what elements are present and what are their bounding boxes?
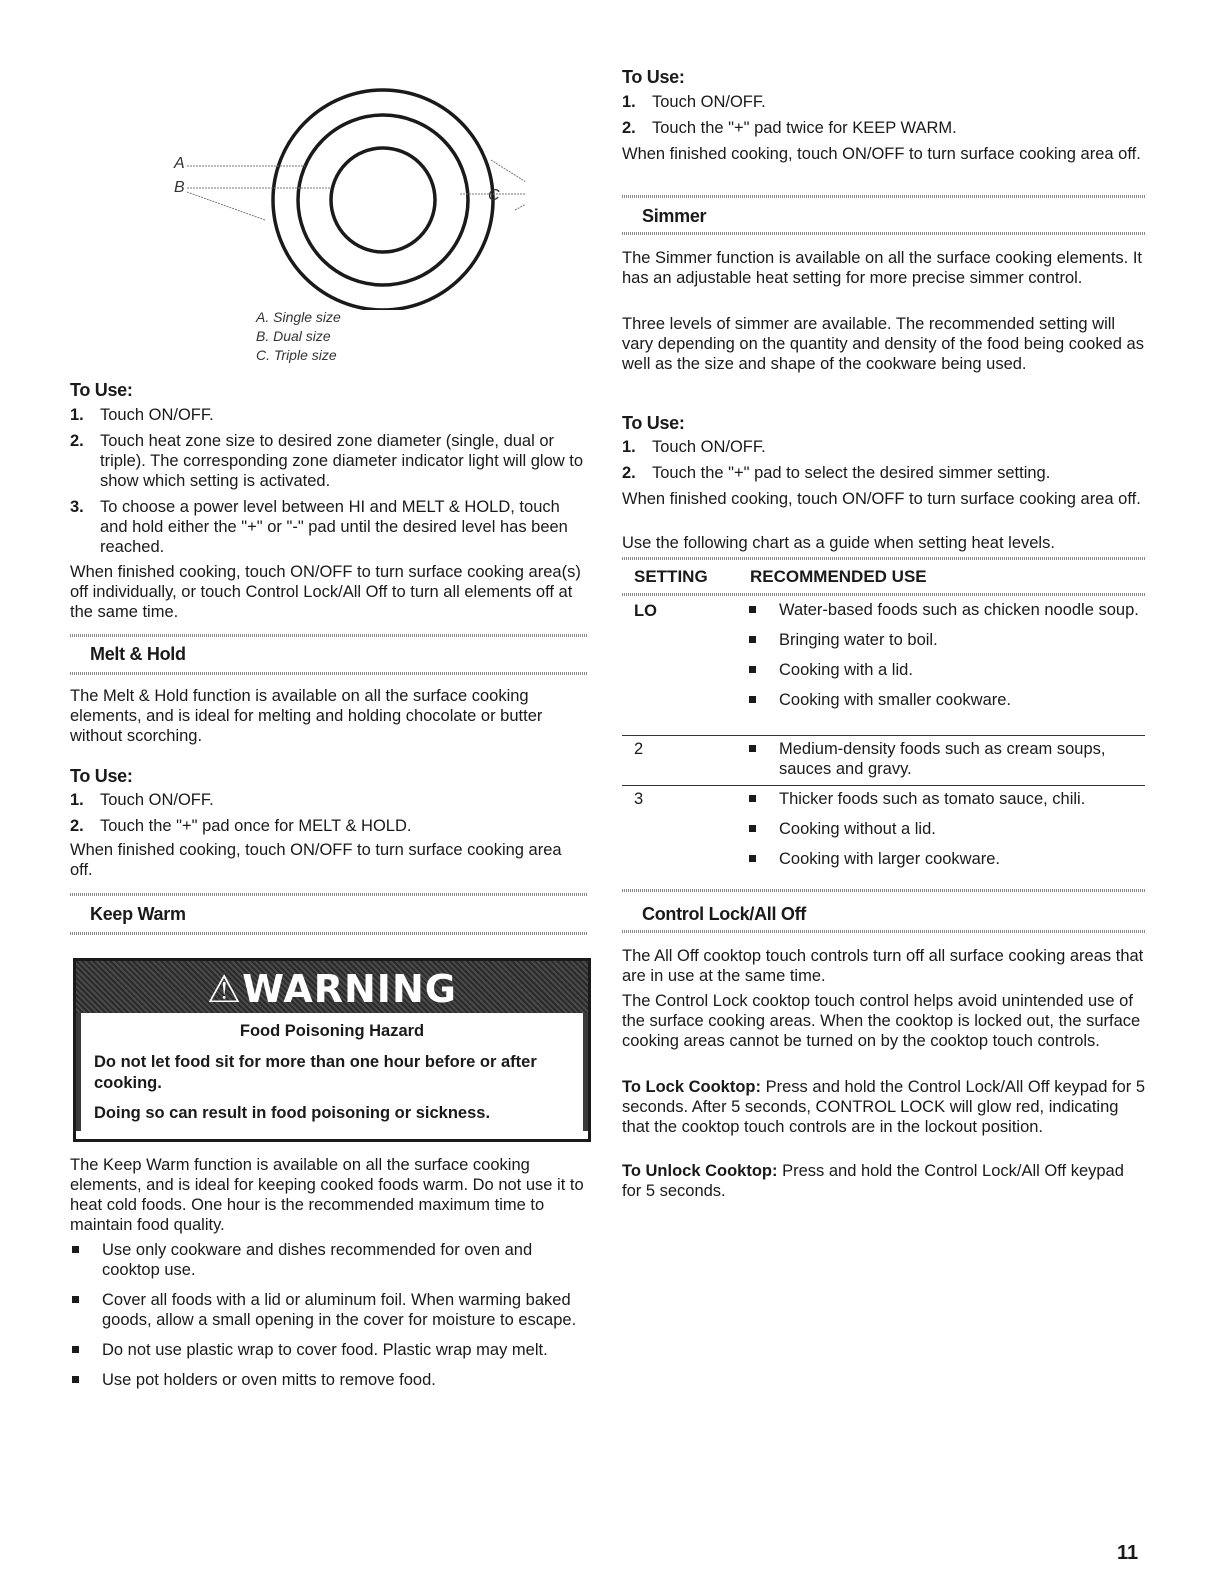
list-item: Medium-density foods such as cream soups, sauces and gravy. — [747, 739, 1145, 779]
caption-triple: C. Triple size — [256, 347, 337, 363]
unlock-cooktop-text: Press and hold the Control Lock/All Off keypad for 5 seconds. — [622, 1162, 1124, 1200]
bullet-icon — [749, 696, 756, 703]
list-item: Cooking without a lid. — [747, 819, 1145, 839]
list-item: Bringing water to boil. — [747, 630, 1145, 650]
keep-warm-body: The Keep Warm function is available on all the surface cooking elements, and is ideal for keeping cooked foods warm. Do not use it to heat cold foods. One hour is the recommended maximum time to maintain food quality. — [70, 1156, 584, 1234]
bullet-icon — [72, 1296, 79, 1303]
diagram-label-c: C — [488, 187, 500, 204]
simmer-steps — [622, 437, 1145, 483]
bullet-icon — [749, 825, 756, 832]
step-item: 2. Touch heat zone size to desired zone diameter (single, dual or triple). The corresponding zone diameter indicator light will glow to show which setting is activated. — [70, 432, 584, 490]
warning-header — [76, 961, 588, 1013]
list-item: Thicker foods such as tomato sauce, chili. — [747, 789, 1145, 809]
bullet-icon — [749, 606, 756, 613]
bullet-icon — [72, 1346, 79, 1353]
setting-2-uses — [747, 739, 1145, 779]
section-divider — [622, 889, 1145, 892]
to-use-steps — [70, 405, 588, 557]
setting-3: 3 — [634, 790, 644, 808]
bullet-icon — [749, 745, 756, 752]
bullet-icon — [72, 1376, 79, 1383]
melt-hold-to-use-heading: To Use: — [70, 766, 133, 786]
simmer-body-1: The Simmer function is available on all the surface cooking elements. It has an adjustable heat setting for more precise simmer control. — [622, 249, 1143, 287]
step-item: 1. Touch ON/OFF. — [70, 791, 214, 809]
keep-warm-to-use-heading: To Use: — [622, 67, 685, 87]
diagram-label-b: B — [174, 179, 185, 196]
section-divider — [622, 557, 1145, 560]
caption-single: A. Single size — [256, 309, 341, 325]
simmer-to-use-heading: To Use: — [622, 413, 685, 433]
table-row-divider — [622, 735, 1145, 736]
section-divider — [622, 195, 1145, 198]
bullet-icon — [72, 1246, 79, 1253]
bullet-icon — [749, 795, 756, 802]
setting-lo-uses — [747, 600, 1145, 710]
melt-hold-steps — [70, 790, 588, 836]
chart-col-setting: SETTING — [634, 567, 708, 586]
warning-line-2: Doing so can result in food poisoning or sickness. — [94, 1104, 491, 1122]
simmer-title: Simmer — [642, 206, 707, 226]
warning-label: WARNING — [242, 967, 457, 1011]
list-item: Use only cookware and dishes recommended for oven and cooktop use. — [70, 1240, 588, 1280]
melt-hold-title: Melt & Hold — [90, 644, 186, 664]
list-item: Cooking with a lid. — [747, 660, 1145, 680]
setting-3-uses — [747, 789, 1145, 869]
lock-cooktop-text: Press and hold the Control Lock/All Off keypad for 5 seconds. After 5 seconds, CONTROL LOCK will glow red, indicating that the cooktop touch controls are in the lockout position. — [622, 1078, 1146, 1136]
list-item: Use pot holders or oven mitts to remove food. — [70, 1370, 588, 1390]
page-number: 11 — [1117, 1542, 1139, 1564]
melt-hold-after: When finished cooking, touch ON/OFF to turn surface cooking area off. — [70, 841, 562, 879]
setting-lo: LO — [634, 602, 657, 620]
bullet-icon — [749, 636, 756, 643]
warning-box — [73, 958, 591, 1142]
section-divider — [622, 232, 1145, 235]
warning-triangle-icon: ⚠ — [207, 967, 243, 1011]
to-use-after: When finished cooking, touch ON/OFF to turn surface cooking area(s) off individually, or touch Control Lock/All Off to turn all elements off at the same time. — [70, 563, 581, 621]
warning-line-1: Do not let food sit for more than one hour before or after cooking. — [94, 1053, 537, 1092]
step-item: 2. Touch the "+" pad to select the desired simmer setting. — [622, 464, 1051, 482]
keep-warm-steps — [622, 92, 1145, 138]
control-lock-body-2: The Control Lock cooktop touch control helps avoid unintended use of the surface cooking areas. When the cooktop is locked out, the surface cooking areas cannot be turned on by the cooktop touch controls. — [622, 992, 1141, 1050]
list-item: Do not use plastic wrap to cover food. Plastic wrap may melt. — [70, 1340, 588, 1360]
caption-dual: B. Dual size — [256, 328, 331, 344]
list-item: Cooking with smaller cookware. — [747, 690, 1145, 710]
section-divider — [622, 930, 1145, 933]
warning-hazard: Food Poisoning Hazard — [239, 1022, 425, 1040]
to-use-heading: To Use: — [70, 380, 133, 400]
keep-warm-title: Keep Warm — [90, 904, 186, 924]
section-divider — [70, 634, 588, 637]
section-divider — [70, 932, 588, 935]
unlock-cooktop-paragraph — [622, 1161, 1145, 1201]
list-item: Cooking with larger cookware. — [747, 849, 1145, 869]
chart-intro: Use the following chart as a guide when setting heat levels. — [622, 534, 1055, 552]
melt-hold-body: The Melt & Hold function is available on all the surface cooking elements, and is ideal for melting and holding chocolate or butter without scorching. — [70, 687, 543, 745]
section-divider — [70, 893, 588, 896]
control-lock-title: Control Lock/All Off — [642, 904, 806, 924]
setting-2: 2 — [634, 740, 644, 758]
simmer-after: When finished cooking, touch ON/OFF to turn surface cooking area off. — [622, 490, 1141, 508]
triple-zone-diagram — [165, 80, 525, 310]
bullet-icon — [749, 855, 756, 862]
step-item: 2. Touch the "+" pad once for MELT & HOLD. — [70, 817, 412, 835]
step-item: 2. Touch the "+" pad twice for KEEP WARM. — [622, 119, 957, 137]
control-lock-body-1: The All Off cooktop touch controls turn off all surface cooking areas that are in use at the same time. — [622, 947, 1144, 985]
table-row-divider — [622, 785, 1145, 786]
step-item: 3. To choose a power level between HI and MELT & HOLD, touch and hold either the "+" or "-" pad until the desired level has been reached. — [70, 498, 568, 556]
diagram-captions — [256, 308, 341, 365]
section-divider — [622, 593, 1145, 596]
list-item: Cover all foods with a lid or aluminum foil. When warming baked goods, allow a small opening in the cover for moisture to escape. — [70, 1290, 588, 1330]
keep-warm-after: When finished cooking, touch ON/OFF to turn surface cooking area off. — [622, 145, 1141, 163]
bullet-icon — [749, 666, 756, 673]
step-item: 1. Touch ON/OFF. — [70, 406, 214, 424]
unlock-cooktop-label: To Unlock Cooktop: — [622, 1162, 778, 1180]
step-item: 1. Touch ON/OFF. — [622, 93, 766, 111]
diagram-label-a: A — [174, 155, 185, 172]
list-item: Water-based foods such as chicken noodle soup. — [747, 600, 1145, 620]
keep-warm-bullets — [70, 1240, 588, 1390]
lock-cooktop-paragraph — [622, 1077, 1145, 1137]
chart-col-use: RECOMMENDED USE — [750, 567, 927, 586]
step-item: 1. Touch ON/OFF. — [622, 438, 766, 456]
simmer-body-2: Three levels of simmer are available. The recommended setting will vary depending on the quantity and density of the food being cooked as well as the size and shape of the cookware being used. — [622, 315, 1144, 373]
burner-diagram — [165, 80, 525, 310]
lock-cooktop-label: To Lock Cooktop: — [622, 1078, 762, 1096]
section-divider — [70, 672, 588, 675]
